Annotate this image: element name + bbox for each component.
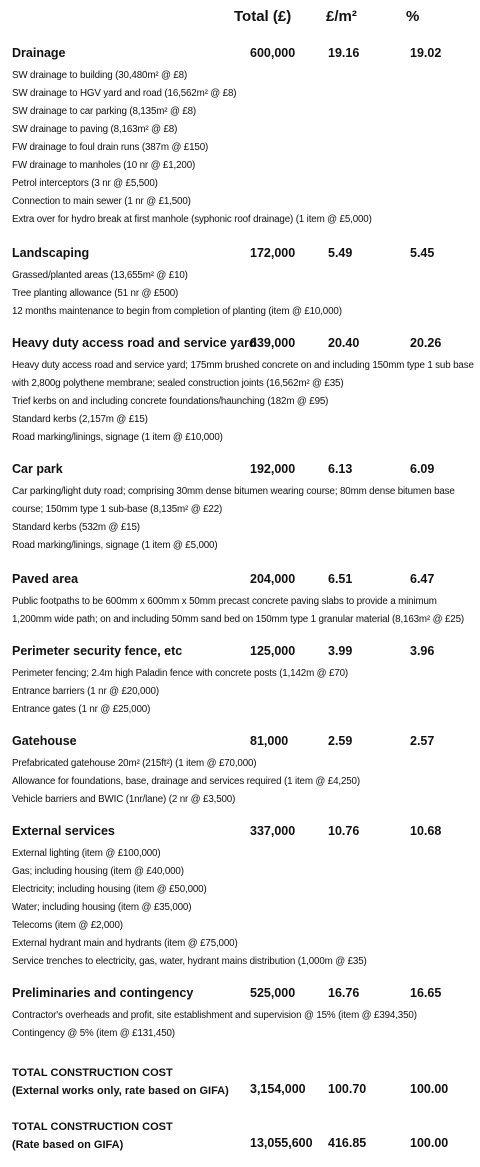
cost-section <box>12 824 480 971</box>
section-title: Drainage <box>12 46 66 60</box>
section-items <box>12 67 480 229</box>
section-pct-value: 16.65 <box>410 986 442 1000</box>
section-per-m2-value: 6.13 <box>328 462 353 476</box>
section-title: Heavy duty access road and service yard <box>12 336 257 350</box>
total-construction-cost <box>12 1118 480 1154</box>
line-item: SW drainage to building (30,480m² @ £8) <box>12 70 188 81</box>
line-item: External lighting (item @ £100,000) <box>12 848 161 859</box>
total-label: TOTAL CONSTRUCTION COST <box>12 1121 173 1133</box>
section-items <box>12 267 480 321</box>
line-item: Extra over for hydro break at first manhole (syphonic roof drainage) (1 item @ £5,000) <box>12 214 372 225</box>
line-item: Contingency @ 5% (item @ £131,450) <box>12 1028 175 1039</box>
section-header-row <box>12 336 480 354</box>
section-total-value: 639,000 <box>250 336 296 350</box>
section-total-value: 600,000 <box>250 46 296 60</box>
header-percent: % <box>406 8 420 25</box>
cost-section <box>12 246 480 321</box>
line-item: External hydrant main and hydrants (item @ £75,000) <box>12 938 238 949</box>
cost-section <box>12 644 480 719</box>
line-item: FW drainage to manholes (10 nr @ £1,200) <box>12 160 196 171</box>
section-per-m2-value: 3.99 <box>328 644 353 658</box>
section-total-value: 192,000 <box>250 462 296 476</box>
line-item: Entrance barriers (1 nr @ £20,000) <box>12 686 159 697</box>
line-item: SW drainage to paving (8,163m² @ £8) <box>12 124 178 135</box>
section-pct-value: 6.47 <box>410 572 435 586</box>
line-item: FW drainage to foul drain runs (387m @ £150) <box>12 142 209 153</box>
section-title: Car park <box>12 462 63 476</box>
section-pct-value: 2.57 <box>410 734 435 748</box>
section-per-m2-value: 19.16 <box>328 46 360 60</box>
line-item: Connection to main sewer (1 nr @ £1,500) <box>12 196 191 207</box>
header-total: Total (£) <box>234 8 292 25</box>
line-item: Petrol interceptors (3 nr @ £5,500) <box>12 178 158 189</box>
section-header-row <box>12 644 480 662</box>
section-title: Paved area <box>12 572 79 586</box>
section-total-value: 204,000 <box>250 572 296 586</box>
line-item: Road marking/linings, signage (1 item @ £10,000) <box>12 432 223 443</box>
section-title: External services <box>12 824 115 838</box>
section-pct-value: 5.45 <box>410 246 435 260</box>
cost-section <box>12 572 480 629</box>
section-pct-value: 6.09 <box>410 462 435 476</box>
line-item: Entrance gates (1 nr @ £25,000) <box>12 704 151 715</box>
section-items <box>12 593 480 629</box>
line-item: Contractor's overheads and profit, site establishment and supervision @ 15% (item @ £394,350) <box>12 1010 417 1021</box>
section-per-m2-value: 5.49 <box>328 246 353 260</box>
cost-section <box>12 46 480 229</box>
line-item: Prefabricated gatehouse 20m² (215ft²) (1 item @ £70,000) <box>12 758 257 769</box>
header-per-m2: £/m² <box>326 8 357 25</box>
section-items <box>12 357 480 447</box>
cost-section <box>12 986 480 1043</box>
section-items <box>12 845 480 971</box>
section-total-value: 337,000 <box>250 824 296 838</box>
section-per-m2-value: 16.76 <box>328 986 360 1000</box>
section-items <box>12 483 480 555</box>
section-title: Preliminaries and contingency <box>12 986 194 1000</box>
total-per-m2-value: 416.85 <box>328 1136 367 1150</box>
cost-section <box>12 462 480 555</box>
section-header-row <box>12 462 480 480</box>
section-per-m2-value: 2.59 <box>328 734 353 748</box>
line-item: Public footpaths to be 600mm x 600mm x 50mm precast concrete paving slabs to provide a minimum 1,200mm wide path; on and including 50mm sand bed on 150mm type 1 granular material (8,163m² @ £25) <box>12 596 464 625</box>
section-header-row <box>12 824 480 842</box>
line-item: Service trenches to electricity, gas, water, hydrant mains distribution (1,000m @ £35) <box>12 956 367 967</box>
section-total-value: 81,000 <box>250 734 289 748</box>
section-pct-value: 10.68 <box>410 824 442 838</box>
line-item: Water; including housing (item @ £35,000) <box>12 902 192 913</box>
total-total-value: 3,154,000 <box>250 1082 306 1096</box>
line-item: Allowance for foundations, base, drainage and services required (1 item @ £4,250) <box>12 776 360 787</box>
total-sublabel: (Rate based on GIFA) <box>12 1139 124 1151</box>
section-total-value: 125,000 <box>250 644 296 658</box>
section-header-row <box>12 246 480 264</box>
line-item: Telecoms (item @ £2,000) <box>12 920 123 931</box>
total-total-value: 13,055,600 <box>250 1136 313 1150</box>
section-items <box>12 755 480 809</box>
total-pct-value: 100.00 <box>410 1082 449 1096</box>
line-item: Gas; including housing (item @ £40,000) <box>12 866 184 877</box>
section-title: Gatehouse <box>12 734 77 748</box>
total-per-m2-value: 100.70 <box>328 1082 367 1096</box>
line-item: SW drainage to car parking (8,135m² @ £8) <box>12 106 197 117</box>
line-item: Car parking/light duty road; comprising 30mm dense bitumen wearing course; 80mm dense bitumen base course; 150mm type 1 sub-base (8,135m² @ £22) <box>12 486 455 515</box>
column-header <box>0 8 480 28</box>
section-items <box>12 1007 480 1043</box>
section-header-row <box>12 46 480 64</box>
line-item: Grassed/planted areas (13,655m² @ £10) <box>12 270 188 281</box>
section-title: Landscaping <box>12 246 90 260</box>
cost-section <box>12 734 480 809</box>
line-item: Vehicle barriers and BWIC (1nr/lane) (2 nr @ £3,500) <box>12 794 236 805</box>
section-title: Perimeter security fence, etc <box>12 644 183 658</box>
section-pct-value: 20.26 <box>410 336 442 350</box>
section-items <box>12 665 480 719</box>
total-sublabel: (External works only, rate based on GIFA) <box>12 1085 229 1097</box>
cost-section <box>12 336 480 447</box>
section-per-m2-value: 10.76 <box>328 824 360 838</box>
line-item: Heavy duty access road and service yard; 175mm brushed concrete on and including 150mm type 1 sub base with 2,800g polythene membrane; sealed construction joints (16,562m² @ £35) <box>12 360 474 389</box>
line-item: SW drainage to HGV yard and road (16,562m² @ £8) <box>12 88 237 99</box>
line-item: Perimeter fencing; 2.4m high Paladin fence with concrete posts (1,142m @ £70) <box>12 668 349 679</box>
total-pct-value: 100.00 <box>410 1136 449 1150</box>
section-per-m2-value: 6.51 <box>328 572 353 586</box>
line-item: Standard kerbs (532m @ £15) <box>12 522 140 533</box>
section-pct-value: 3.96 <box>410 644 435 658</box>
section-per-m2-value: 20.40 <box>328 336 360 350</box>
total-construction-cost <box>12 1064 480 1100</box>
total-label: TOTAL CONSTRUCTION COST <box>12 1067 173 1079</box>
line-item: Trief kerbs on and including concrete foundations/haunching (182m @ £95) <box>12 396 329 407</box>
section-header-row <box>12 734 480 752</box>
section-total-value: 525,000 <box>250 986 296 1000</box>
section-pct-value: 19.02 <box>410 46 442 60</box>
line-item: Electricity; including housing (item @ £50,000) <box>12 884 207 895</box>
line-item: Road marking/linings, signage (1 item @ £5,000) <box>12 540 218 551</box>
line-item: 12 months maintenance to begin from completion of planting (item @ £10,000) <box>12 306 342 317</box>
line-item: Standard kerbs (2,157m @ £15) <box>12 414 148 425</box>
section-header-row <box>12 572 480 590</box>
section-total-value: 172,000 <box>250 246 296 260</box>
line-item: Tree planting allowance (51 nr @ £500) <box>12 288 179 299</box>
section-header-row <box>12 986 480 1004</box>
